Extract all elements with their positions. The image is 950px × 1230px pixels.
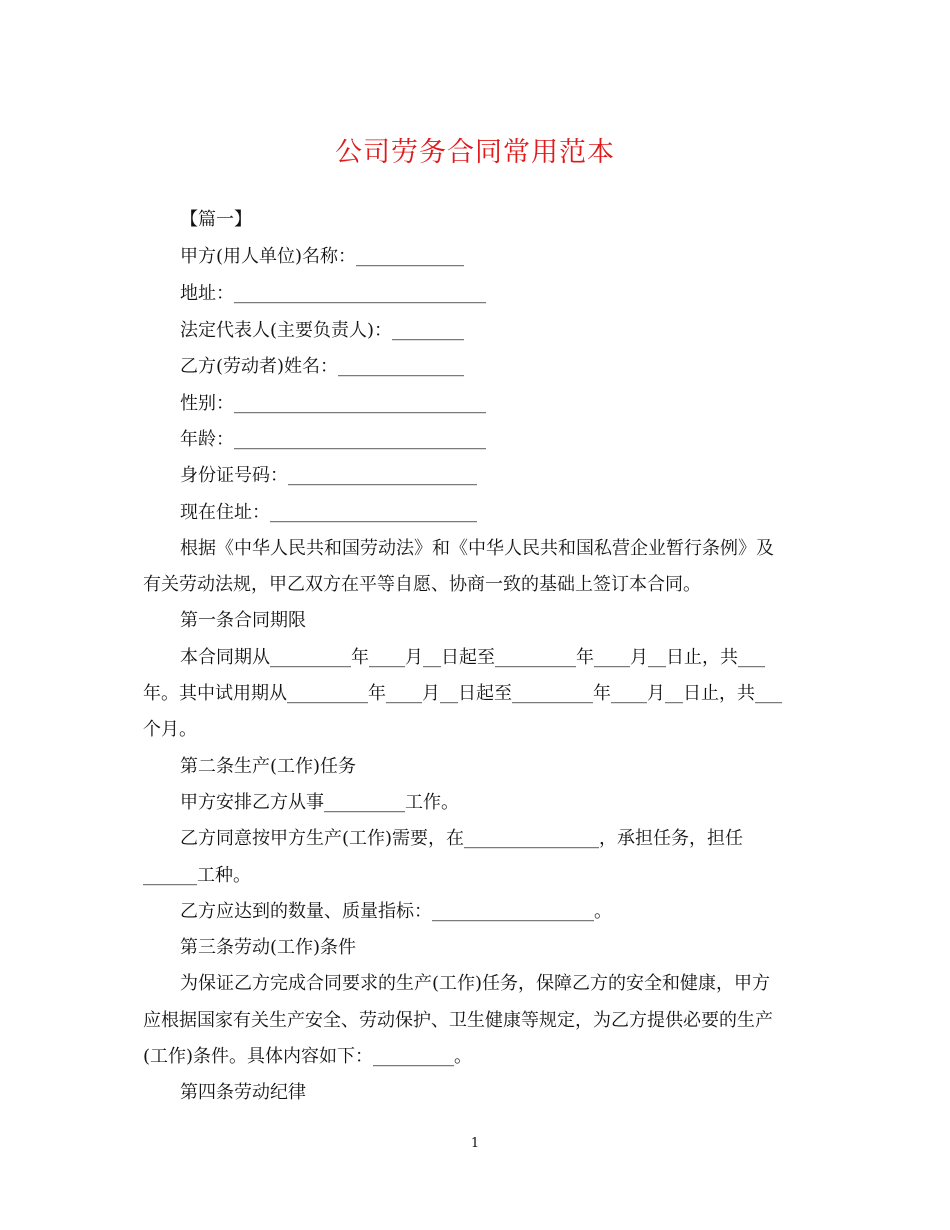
paragraph-line: 应根据国家有关生产安全、劳动保护、卫生健康等规定，为乙方提供必要的生产 xyxy=(143,1010,773,1031)
legal-representative-line: 法定代表人(主要负责人)：________ xyxy=(180,320,465,341)
paragraph-line: 有关劳动法规，甲乙双方在平等自愿、协商一致的基础上签订本合同。 xyxy=(143,574,701,595)
paragraph-line: 为保证乙方完成合同要求的生产(工作)任务，保障乙方的安全和健康，甲方 xyxy=(180,973,771,994)
article-heading: 第一条合同期限 xyxy=(180,610,306,631)
article-heading: 第四条劳动纪律 xyxy=(180,1082,306,1103)
address-line: 地址：____________________________ xyxy=(180,283,486,304)
page-number: 1 xyxy=(470,1136,480,1151)
paragraph-line: ______工种。 xyxy=(143,865,251,886)
paragraph-line: 本合同期从_________年____月__日起至_________年____月__日止，共___ xyxy=(180,647,765,668)
party-b-name-line: 乙方(劳动者)姓名：______________ xyxy=(180,356,465,377)
paragraph-line: 年。其中试用期从_________年____月__日起至_________年____月__日止，共___ xyxy=(143,683,782,704)
paragraph-line: 乙方应达到的数量、质量指标：__________________。 xyxy=(180,901,612,922)
document-title: 公司劳务合同常用范本 xyxy=(335,137,615,168)
paragraph-line: 个月。 xyxy=(143,719,197,740)
paragraph-line: 乙方同意按甲方生产(工作)需要，在_______________，承担任务，担任 xyxy=(180,828,744,849)
article-heading: 第三条劳动(工作)条件 xyxy=(180,937,357,958)
article-heading: 第二条生产(工作)任务 xyxy=(180,756,357,777)
id-number-line: 身份证号码：_____________________ xyxy=(180,465,477,486)
current-address-line: 现在住址：_______________________ xyxy=(180,502,477,523)
paragraph-line: 根据《中华人民共和国劳动法》和《中华人民共和国私营企业暂行条例》及 xyxy=(180,538,774,559)
paragraph-line: (工作)条件。具体内容如下：_________。 xyxy=(143,1046,473,1067)
paragraph-line: 甲方安排乙方从事_________工作。 xyxy=(180,792,459,813)
age-line: 年龄：____________________________ xyxy=(180,429,486,450)
gender-line: 性别：____________________________ xyxy=(180,393,486,414)
section-heading: 【篇一】 xyxy=(180,209,252,230)
party-a-name-line: 甲方(用人单位)名称：____________ xyxy=(180,246,465,267)
